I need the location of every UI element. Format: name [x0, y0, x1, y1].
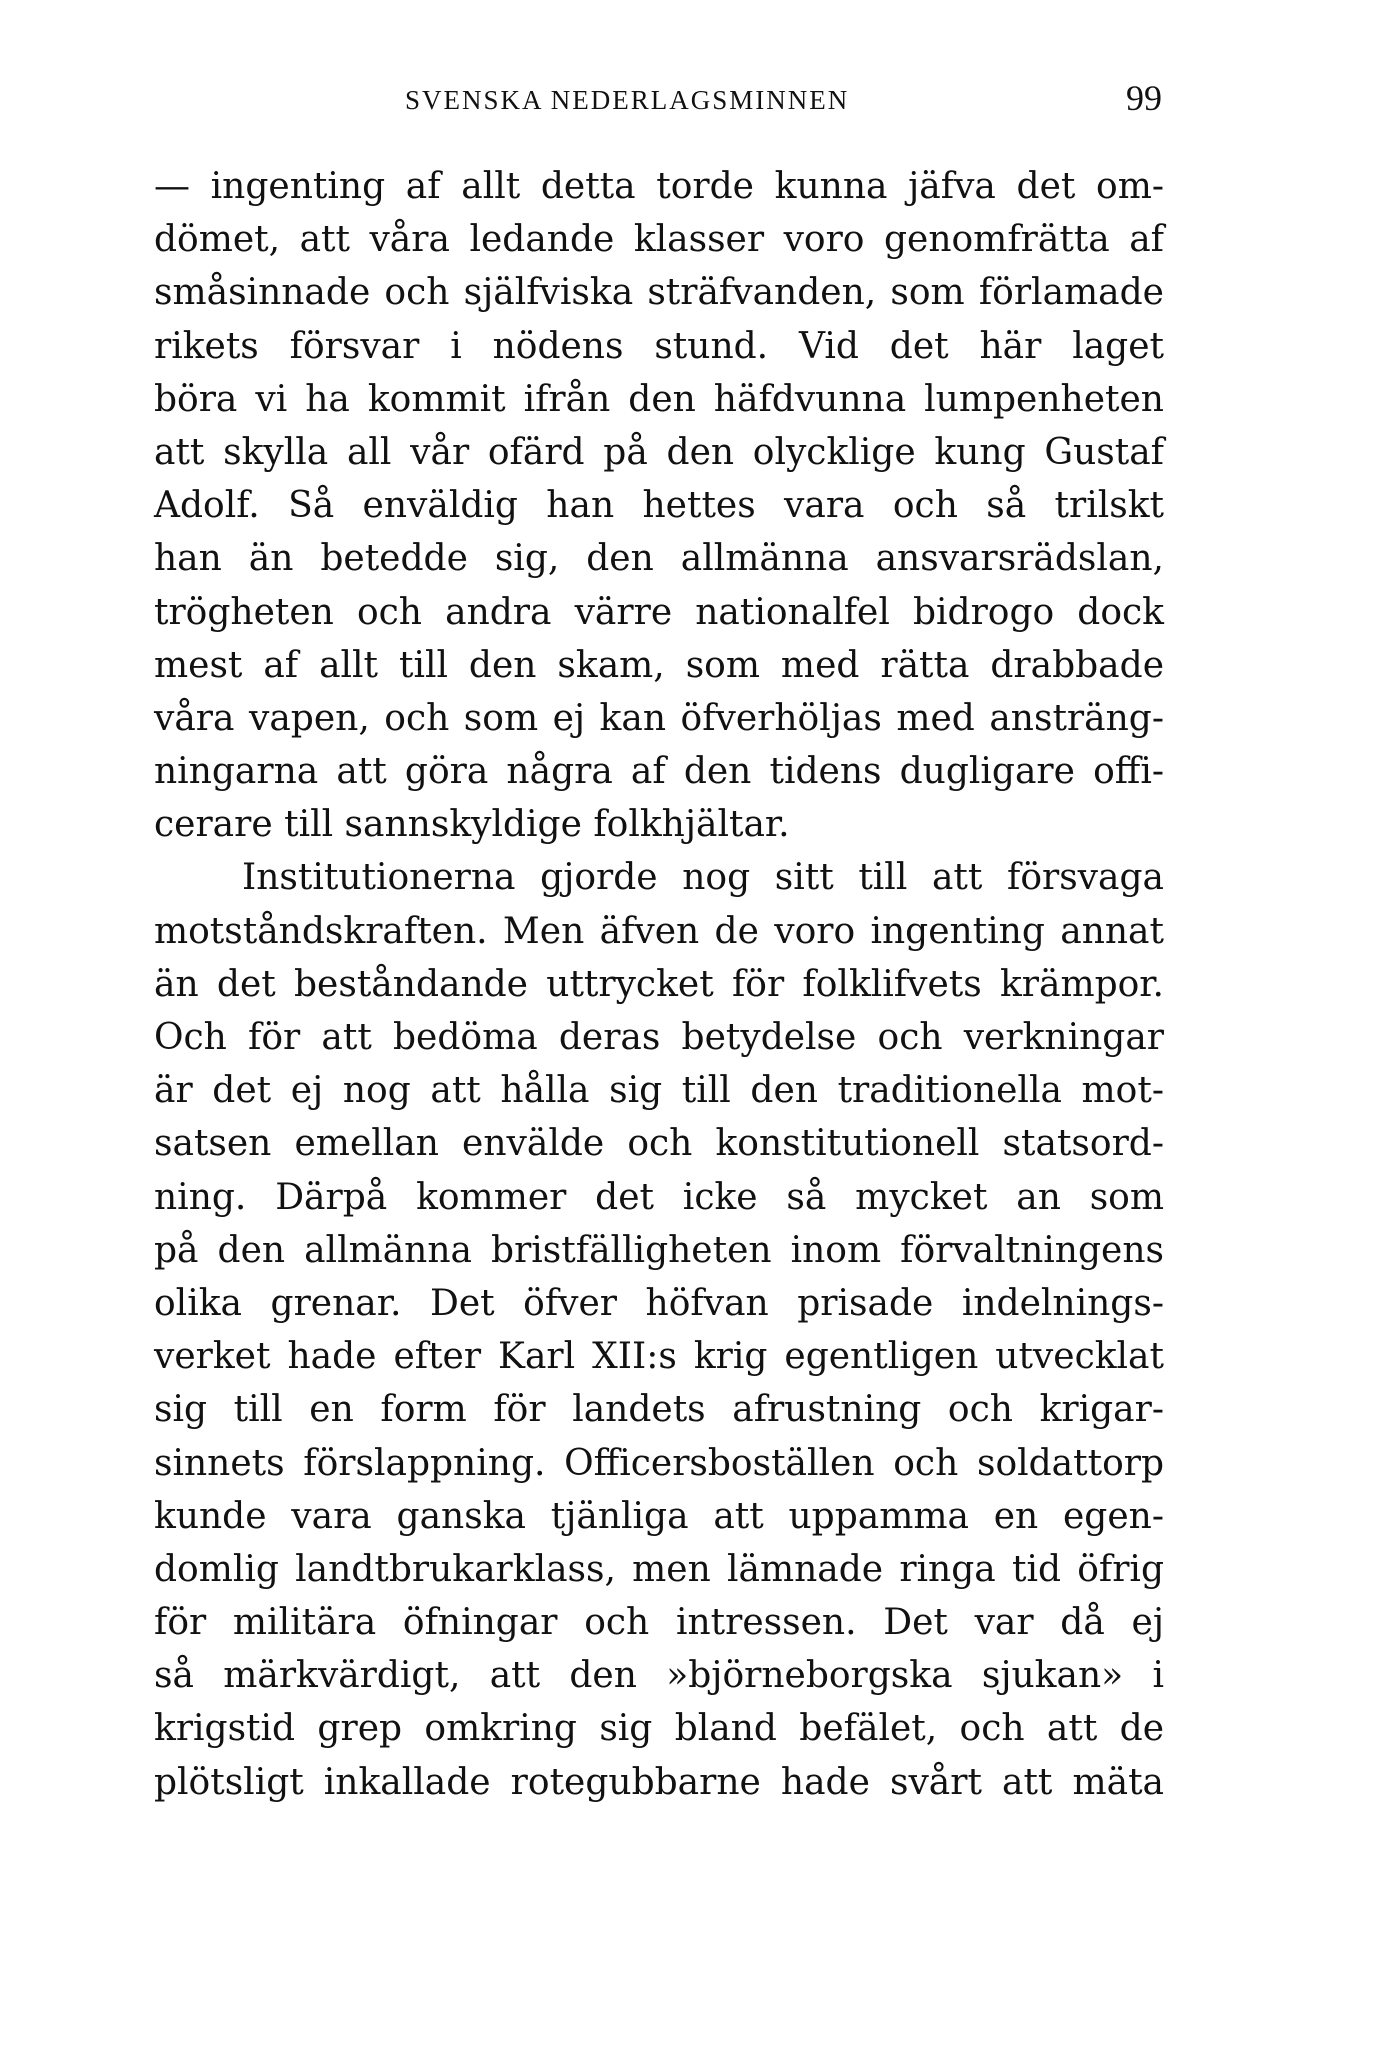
text-line: kunde vara ganska tjänliga att uppamma en egen- — [154, 1495, 1164, 1537]
text-line: domlig landtbrukarklass, men lämnade ringa tid öfrig — [154, 1548, 1164, 1590]
text-line: böra vi ha kommit ifrån den häfdvunna lumpenheten — [154, 378, 1164, 420]
running-head — [0, 80, 1400, 120]
text-line: verket hade efter Karl XII:s krig egentligen utvecklat — [154, 1336, 1164, 1378]
body-text — [154, 160, 1164, 1809]
text-line: olika grenar. Det öfver höfvan prisade indelnings- — [154, 1282, 1164, 1324]
paragraph-2 — [154, 851, 1164, 1808]
page-number: 99 — [1126, 78, 1162, 118]
text-line: för militära öfningar och intressen. Det var då ej — [154, 1602, 1164, 1644]
text-line: att skylla all vår ofärd på den olycklige kung Gustaf — [154, 431, 1164, 473]
text-line: motståndskraften. Men äfven de voro ingenting annat — [154, 910, 1164, 952]
text-line: rikets försvar i nödens stund. Vid det här laget — [154, 325, 1164, 367]
text-line: så märkvärdigt, att den »björneborgska sjukan» i — [154, 1655, 1164, 1697]
text-line: än det beståndande uttrycket för folklifvets krämpor. — [154, 963, 1164, 1005]
text-line: sig till en form för landets afrustning och krigar- — [154, 1389, 1164, 1431]
running-title: SVENSKA NEDERLAGSMINNEN — [405, 85, 850, 115]
text-line: trögheten och andra värre nationalfel bidrogo dock — [154, 591, 1164, 633]
text-line: plötsligt inkallade rotegubbarne hade svårt att mäta — [154, 1761, 1164, 1803]
text-line: Och för att bedöma deras betydelse och verkningar — [154, 1017, 1164, 1058]
text-line: satsen emellan envälde och konstitutionell statsord- — [154, 1123, 1164, 1165]
text-line: småsinnade och själfviska sträfvanden, som förlamade — [154, 272, 1164, 314]
text-line: mest af allt till den skam, som med rätta drabbade — [154, 644, 1164, 686]
text-line: dömet, att våra ledande klasser voro genomfrätta af — [154, 219, 1164, 261]
text-line: våra vapen, och som ej kan öfverhöljas med ansträng- — [154, 697, 1164, 739]
text-line: — ingenting af allt detta torde kunna jäfva det om- — [154, 166, 1164, 207]
text-line: Institutionerna gjorde nog sitt till att försvaga — [242, 857, 1164, 899]
text-line: cerare till sannskyldige folkhjältar. — [154, 804, 790, 846]
text-line: på den allmänna bristfälligheten inom förvaltningens — [154, 1229, 1164, 1271]
text-line: ning. Därpå kommer det icke så mycket an som — [154, 1176, 1164, 1218]
text-line: sinnets förslappning. Officersboställen och soldattorp — [154, 1442, 1164, 1484]
text-line: Adolf. Så enväldig han hettes vara och så trilskt — [154, 485, 1164, 527]
paragraph-1 — [154, 160, 1164, 851]
text-line: är det ej nog att hålla sig till den traditionella mot- — [154, 1070, 1164, 1112]
text-line: ningarna att göra några af den tidens dugligare offi- — [154, 751, 1164, 793]
text-line: han än betedde sig, den allmänna ansvarsrädslan, — [154, 538, 1164, 580]
text-line: krigstid grep omkring sig bland befälet, och att de — [154, 1708, 1164, 1750]
